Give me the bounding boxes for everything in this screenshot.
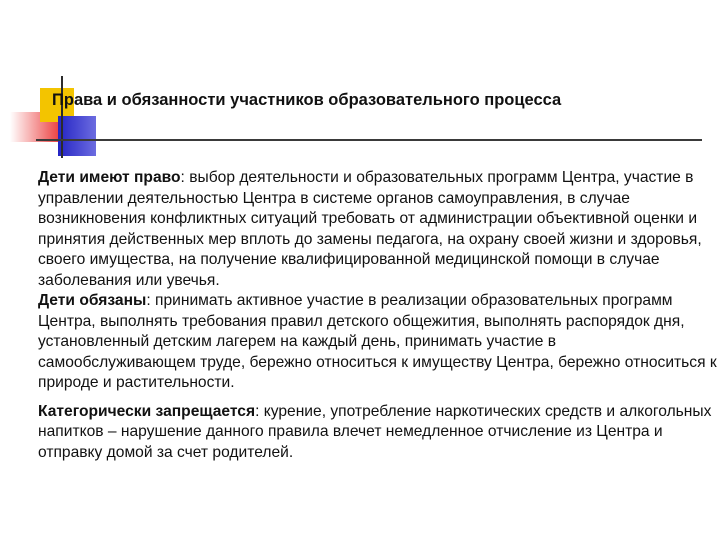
title-underline bbox=[36, 139, 702, 141]
rights-heading: Дети имеют право bbox=[38, 169, 181, 186]
rights-paragraph bbox=[38, 168, 718, 291]
slide-body bbox=[38, 168, 718, 463]
duties-paragraph bbox=[38, 291, 718, 394]
slide-title: Права и обязанности участников образовательного процесса bbox=[52, 91, 562, 109]
decorative-blue-block bbox=[58, 116, 96, 156]
prohibited-paragraph bbox=[38, 402, 718, 464]
duties-separator: : bbox=[146, 292, 155, 309]
prohibited-heading: Категорически запрещается bbox=[38, 402, 256, 420]
decorative-vertical-line bbox=[61, 76, 63, 158]
paragraph-gap bbox=[38, 394, 718, 402]
prohibited-separator: : bbox=[255, 402, 264, 420]
rights-separator: : bbox=[180, 169, 190, 186]
duties-heading: Дети обязаны bbox=[38, 292, 147, 309]
rights-text: выбор деятельности и образовательных программ Центра, участие в управлении деятельностью Центра в системе органов самоуправления, в случае возникновения конфликтных ситуаций требовать от администрации объективной оценки и принятия действенных мер вплоть до замены педагога, на охрану своей жизни и здоровья, своего имущества, на получение квалифицированной медицинской помощи в случае заболевания или увечья. bbox=[38, 169, 702, 289]
duties-text: принимать активное участие в реализации образовательных программ Центра, выполнять требования правил детского общежития, выполнять распорядок дня, установленный детским лагерем на каждый день, принимать участие в самообслуживающем труде, бережно относиться к имуществу Центра, бережно относиться к природе и растительности. bbox=[38, 292, 717, 391]
prohibited-text: курение, употребление наркотических средств и алкогольных напитков – нарушение данного правила влечет немедленное отчисление из Центра и отправку домой за счет родителей. bbox=[38, 402, 712, 461]
